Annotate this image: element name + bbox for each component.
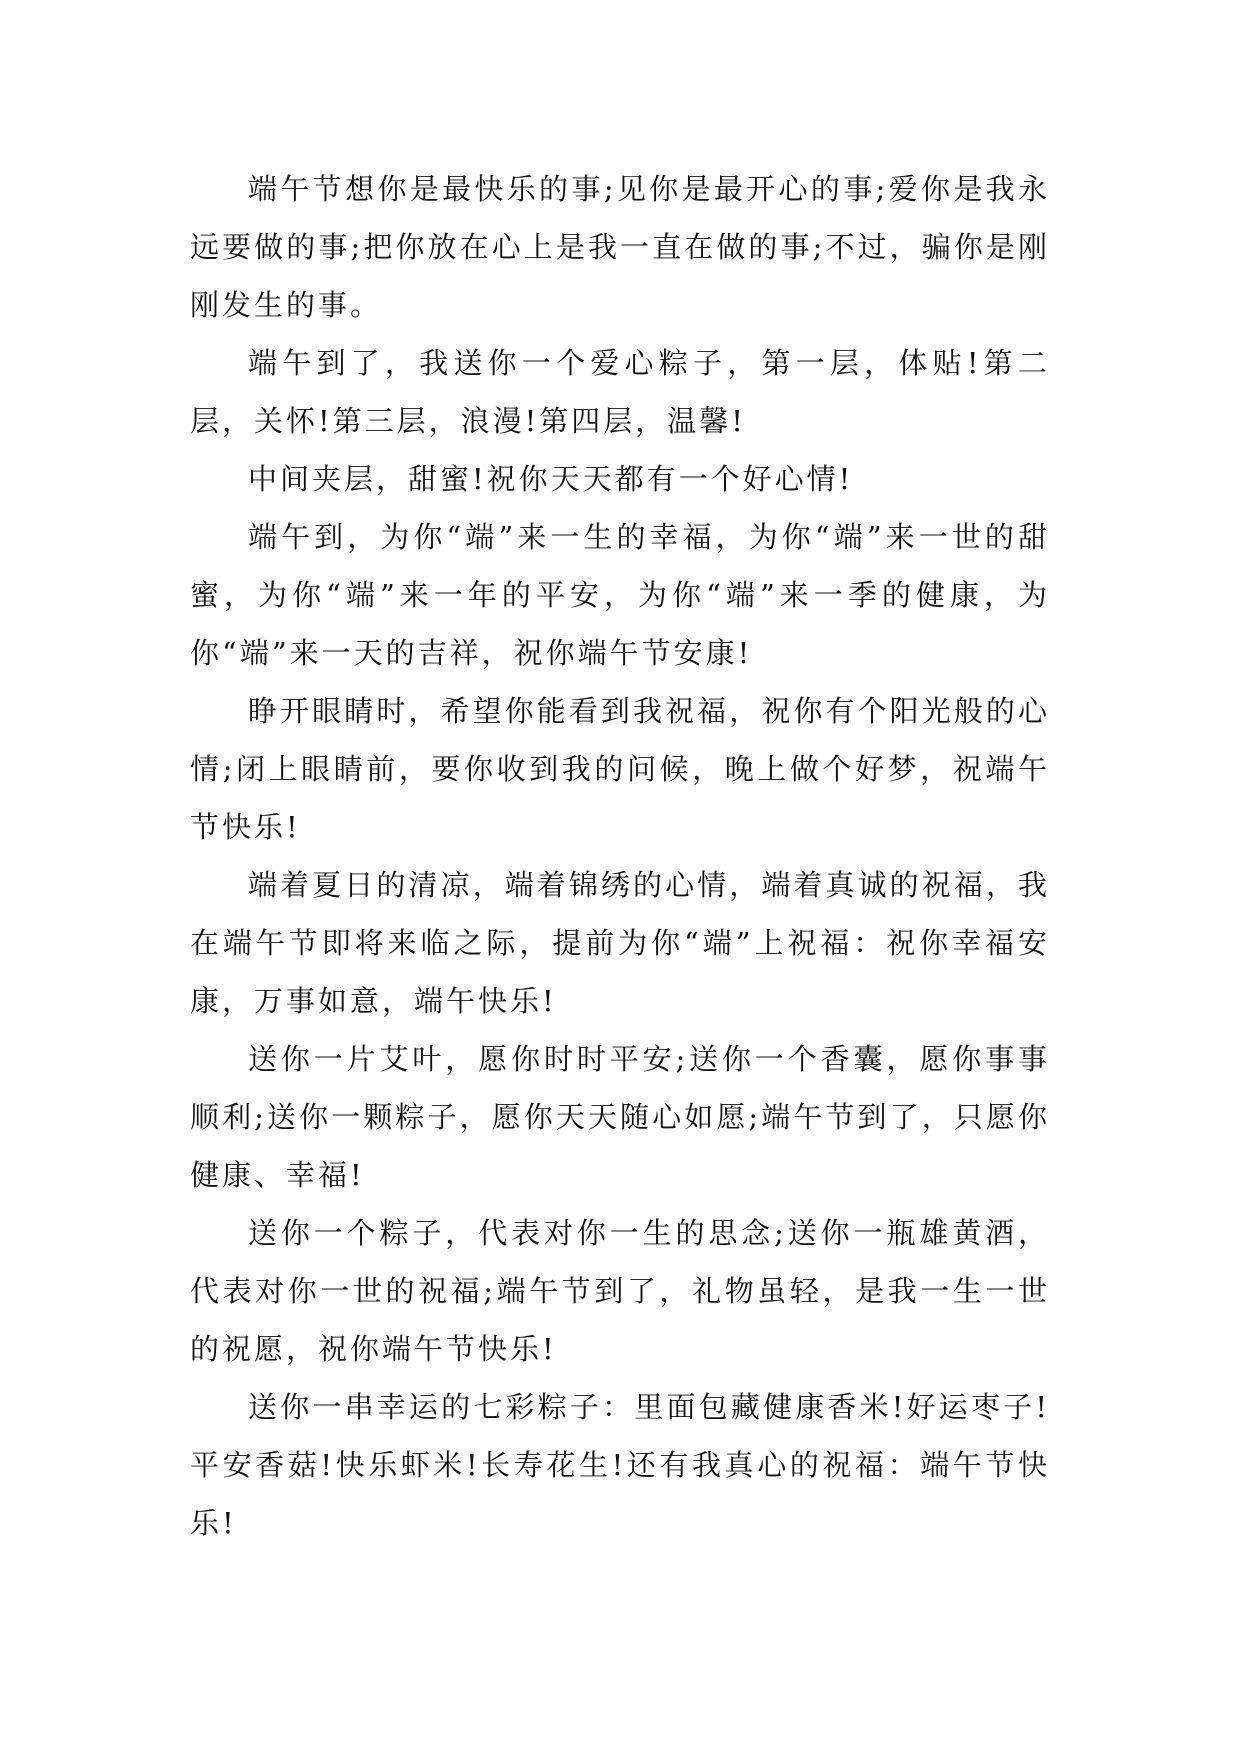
paragraph: 送你一串幸运的七彩粽子：里面包藏健康香米!好运枣子!平安香菇!快乐虾米!长寿花生!还有我真心的祝福：端午节快乐! xyxy=(190,1390,1050,1540)
paragraph: 送你一片艾叶，愿你时时平安;送你一个香囊，愿你事事顺利;送你一颗粽子，愿你天天随心如愿;端午节到了，只愿你健康、幸福! xyxy=(190,1042,1050,1192)
paragraph: 端午节想你是最快乐的事;见你是最开心的事;爱你是我永远要做的事;把你放在心上是我一直在做的事;不过，骗你是刚刚发生的事。 xyxy=(190,172,1050,322)
paragraph: 端午到了，我送你一个爱心粽子，第一层，体贴!第二层，关怀!第三层，浪漫!第四层，温馨! xyxy=(190,346,1050,438)
paragraph: 睁开眼睛时，希望你能看到我祝福，祝你有个阳光般的心情;闭上眼睛前，要你收到我的问候，晚上做个好梦，祝端午节快乐! xyxy=(190,694,1050,844)
document-body xyxy=(190,160,1050,1552)
paragraph: 中间夹层，甜蜜!祝你天天都有一个好心情! xyxy=(248,462,854,496)
paragraph: 端午到，为你“端”来一生的幸福，为你“端”来一世的甜蜜，为你“端”来一年的平安，为你“端”来一季的健康，为你“端”来一天的吉祥，祝你端午节安康! xyxy=(190,520,1050,670)
paragraph: 送你一个粽子，代表对你一生的思念;送你一瓶雄黄酒，代表对你一世的祝福;端午节到了，礼物虽轻，是我一生一世的祝愿，祝你端午节快乐! xyxy=(190,1216,1050,1366)
paragraph: 端着夏日的清凉，端着锦绣的心情，端着真诚的祝福，我在端午节即将来临之际，提前为你“端”上祝福：祝你幸福安康，万事如意，端午快乐! xyxy=(190,868,1050,1018)
